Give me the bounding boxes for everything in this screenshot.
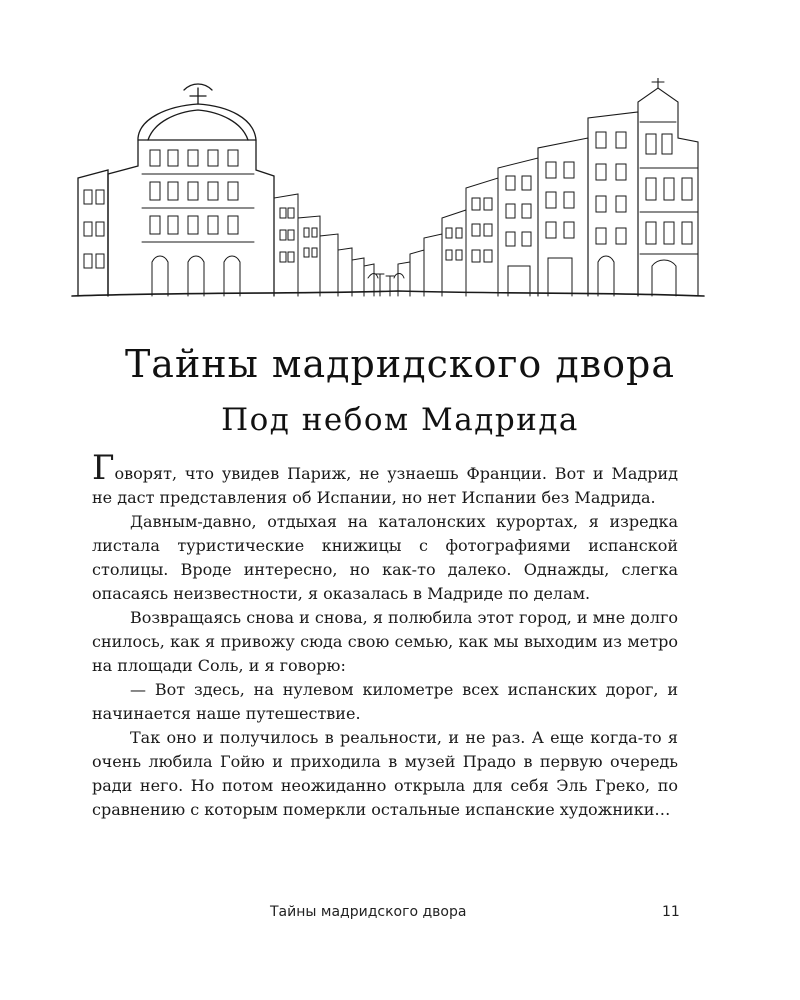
- paragraph-2: Давным-давно, отдыхая на каталонских курортах, я изредка листала туристические книжицы с фотографиями испанской столицы. Вроде интересно, но как-то далеко. Однажды, слегка опасаясь неизвестности, я оказалась в Мадриде по делам.: [92, 512, 678, 603]
- domed-building: [78, 84, 274, 296]
- right-buildings: [538, 78, 698, 296]
- section-title: Под небом Мадрида: [221, 402, 579, 438]
- body-text: [92, 448, 678, 822]
- running-title: Тайны мадридского двора: [270, 904, 467, 920]
- madrid-street-sketch: [68, 78, 708, 300]
- paragraph-1: [92, 448, 678, 510]
- paragraph-3: Возвращаясь снова и снова, я полюбила этот город, и мне долго снилось, как я привожу сюда свою семью, как мы выходим из метро на площади Соль, и я говорю:: [92, 608, 678, 675]
- page-number: 11: [662, 904, 680, 920]
- initial-letter: Г: [92, 448, 115, 488]
- paragraph-4: — Вот здесь, на нулевом километре всех испанских дорог, и начинается наше путешествие.: [92, 680, 678, 723]
- street-buildings: [274, 158, 538, 296]
- paragraph-5: Так оно и получилось в реальности, и не раз. А еще когда-то я очень любила Гойю и приходила в музей Прадо в первую очередь ради него. Но потом неожиданно открыла для себя Эль Греко, по сравнению с которым померкли остальные испанские художники…: [92, 728, 678, 819]
- chapter-title: Тайны мадридского двора: [124, 342, 676, 386]
- paragraph-1-text: оворят, что увидев Париж, не узнаешь Франции. Вот и Мадрид не даст представления об Испании, но нет Испании без Мадрида.: [92, 464, 678, 507]
